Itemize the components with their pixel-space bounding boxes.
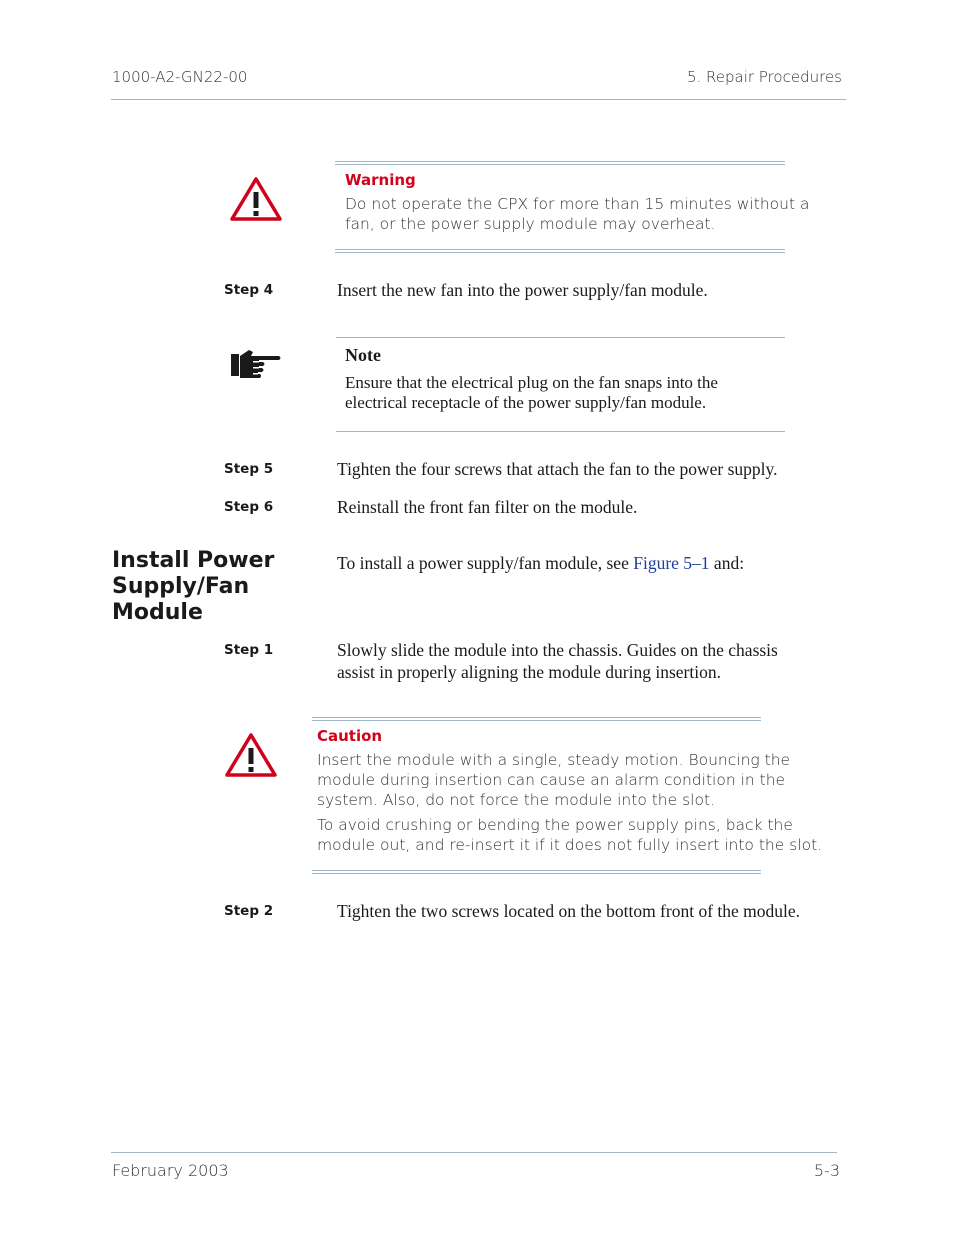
note-text: Ensure that the electrical plug on the fan snaps into the electrical receptacle of the power supply/fan module. bbox=[345, 373, 718, 412]
note-bottom-rule bbox=[336, 431, 785, 432]
footer-rule bbox=[111, 1152, 837, 1153]
pointing-hand-icon bbox=[229, 346, 283, 385]
warning-bottom-rule bbox=[335, 249, 785, 253]
warning-triangle-icon bbox=[229, 176, 283, 227]
header-rule bbox=[111, 99, 846, 100]
caution-label: Caution bbox=[317, 727, 383, 745]
warning-text: Do not operate the CPX for more than 15 minutes without a fan, or the power supply module may overheat. bbox=[345, 195, 810, 233]
header-chapter: 5. Repair Procedures bbox=[686, 68, 842, 86]
step-2-text: Tighten the two screws located on the bottom front of the module. bbox=[337, 901, 801, 921]
figure-link[interactable]: Figure 5–1 bbox=[633, 553, 710, 573]
header-doc-id: 1000-A2-GN22-00 bbox=[112, 68, 248, 86]
footer-date: February 2003 bbox=[112, 1161, 229, 1180]
section-heading: Install Power Supply/Fan Module bbox=[112, 548, 275, 625]
step-6-label: Step 6 bbox=[224, 499, 274, 515]
step-6-text: Reinstall the front fan filter on the module. bbox=[337, 497, 638, 517]
note-label: Note bbox=[345, 345, 381, 365]
warning-top-rule bbox=[335, 161, 785, 165]
caution-bottom-rule bbox=[312, 870, 761, 874]
note-top-rule bbox=[336, 337, 785, 338]
caution-text-para2: To avoid crushing or bending the power supply pins, back the module out, and re-insert it if it does not fully insert into the slot. bbox=[317, 816, 823, 854]
step-4-text: Insert the new fan into the power supply/fan module. bbox=[337, 280, 708, 300]
footer-page-number: 5-3 bbox=[813, 1161, 840, 1180]
caution-text-para1: Insert the module with a single, steady motion. Bouncing the module during insertion can cause an alarm condition in the system. Also, do not force the module into the slot. bbox=[317, 751, 791, 809]
section-intro: To install a power supply/fan module, see Figure 5–1 and: bbox=[337, 553, 745, 573]
step-2-label: Step 2 bbox=[224, 903, 274, 919]
step-1-label: Step 1 bbox=[224, 642, 274, 658]
step-1-text: Slowly slide the module into the chassis. Guides on the chassis assist in properly aligning the module during insertion. bbox=[337, 640, 778, 682]
step-4-label: Step 4 bbox=[224, 282, 274, 298]
step-5-label: Step 5 bbox=[224, 461, 274, 477]
warning-label: Warning bbox=[345, 171, 416, 189]
caution-triangle-icon bbox=[224, 732, 278, 783]
step-5-text: Tighten the four screws that attach the fan to the power supply. bbox=[337, 459, 778, 479]
caution-top-rule bbox=[312, 717, 761, 721]
